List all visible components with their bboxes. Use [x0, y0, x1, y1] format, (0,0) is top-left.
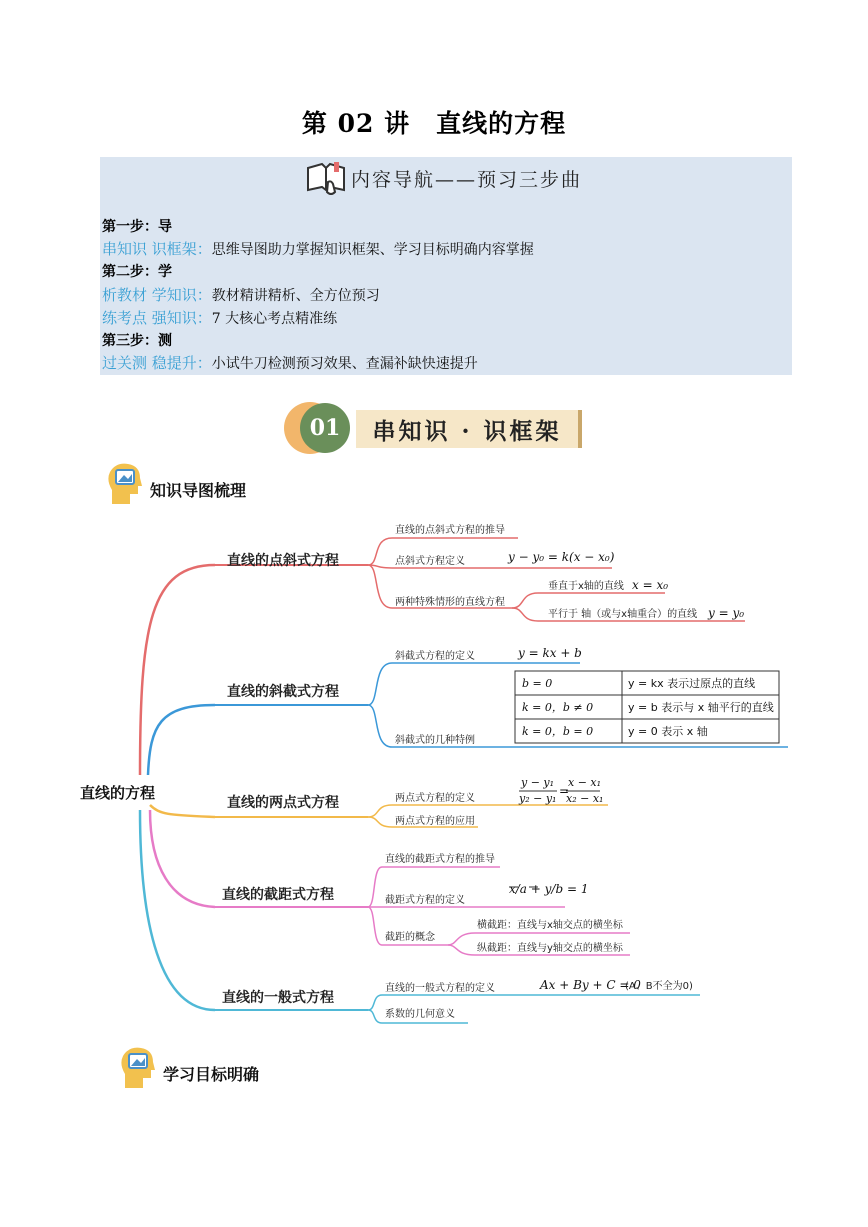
node-b4-c3: 截距的概念 [385, 932, 435, 943]
mind-map [0, 505, 868, 1035]
formula-two-point: x₂ − x₁ [566, 792, 604, 805]
node-b1-c1: 直线的点斜式方程的推导 [395, 525, 505, 536]
svg-text:=: = [559, 784, 570, 798]
node-b4-c3a: 横截距：直线与x轴交点的横坐标 [477, 920, 623, 931]
navigation-heading: 内容导航——预习三步曲 [351, 169, 583, 191]
branch-general: 直线的一般式方程 [222, 990, 334, 1006]
nav-item-practice: 练考点 强知识：7 大核心考点精准练 [102, 309, 338, 327]
formula-point-slope: y − y₀ = k(x − x₀) [508, 550, 615, 564]
mindmap-heading: 知识导图梳理 [150, 481, 247, 500]
node-b4-c1: 直线的截距式方程的推导 [385, 854, 495, 865]
node-b4-c2: 截距式方程的定义 [385, 895, 465, 906]
branch-line-4 [150, 810, 215, 907]
nav-item-learn: 析教材 学知识：教材精讲精析、全方位预习 [102, 286, 380, 304]
formula-two-point: y − y₁ [521, 776, 555, 789]
node-b2-c1: 斜截式方程的定义 [395, 651, 475, 662]
branch-two-point: 直线的两点式方程 [227, 795, 339, 811]
table-cell: k = 0，b ≠ 0 [522, 701, 594, 714]
table-cell: k = 0，b = 0 [522, 725, 594, 738]
formula-general: Ax + By + C = 0 [540, 978, 641, 992]
step-one: 第一步：导 [102, 219, 172, 235]
branch-slope-intercept: 直线的斜截式方程 [227, 684, 339, 700]
book-hand-icon [304, 158, 350, 198]
formula-horizontal: y = y₀ [708, 606, 745, 620]
root-node: 直线的方程 [80, 784, 156, 802]
nav-item-frame: 串知识 识框架：思维导图助力掌握知识框架、学习目标明确内容掌握 [102, 240, 534, 258]
node-b3-c1: 两点式方程的定义 [395, 793, 475, 804]
head-icon [104, 460, 144, 510]
node-b1-c3a: 垂直于x轴的直线 [548, 581, 624, 592]
branch-line-3 [150, 805, 215, 817]
formula-general-note: (A、B不全为0) [625, 981, 693, 992]
head-icon [117, 1044, 157, 1094]
formula-two-point: x − x₁ [568, 776, 602, 789]
node-b5-c2: 系数的几何意义 [385, 1009, 455, 1020]
table-cell: y = kx 表示过原点的直线 [628, 677, 756, 690]
formula-two-point: y₂ − y₁ [519, 792, 557, 805]
section-number-badge: 01 [300, 403, 350, 453]
nav-item-test: 过关测 稳提升：小试牛刀检测预习效果、查漏补缺快速提升 [102, 354, 478, 372]
branch-point-slope: 直线的点斜式方程 [227, 553, 339, 569]
table-cell: b = 0 [522, 677, 553, 690]
step-three: 第三步：测 [102, 333, 172, 349]
branch-intercept: 直线的截距式方程 [222, 887, 334, 903]
table-cell: y = 0 表示 x 轴 [628, 725, 708, 738]
page-title: 第 02 讲 直线的方程 [301, 109, 567, 138]
formula-vertical: x = x₀ [632, 578, 669, 592]
node-b1-c2: 点斜式方程定义 [395, 556, 465, 567]
formula-intercept: x/a + y/b = 1 [509, 882, 589, 896]
table-cell: y = b 表示与 x 轴平行的直线 [628, 701, 774, 714]
formula-slope-intercept: y = kx + b [518, 646, 582, 660]
node-b5-c1: 直线的一般式方程的定义 [385, 983, 495, 994]
branch-line-2 [148, 705, 215, 775]
node-b1-c3b: 平行于 轴（或与x轴重合）的直线 [548, 609, 698, 620]
node-b4-c3b: 纵截距：直线与y轴交点的横坐标 [477, 943, 623, 954]
goals-heading: 学习目标明确 [163, 1065, 260, 1084]
step-two: 第二步：学 [102, 264, 172, 280]
node-b3-c2: 两点式方程的应用 [395, 816, 475, 827]
section-banner: 串知识 · 识框架 [356, 410, 582, 448]
node-b2-c2: 斜截式的几种特例 [395, 735, 475, 746]
node-b1-c3: 两种特殊情形的直线方程 [395, 597, 505, 608]
